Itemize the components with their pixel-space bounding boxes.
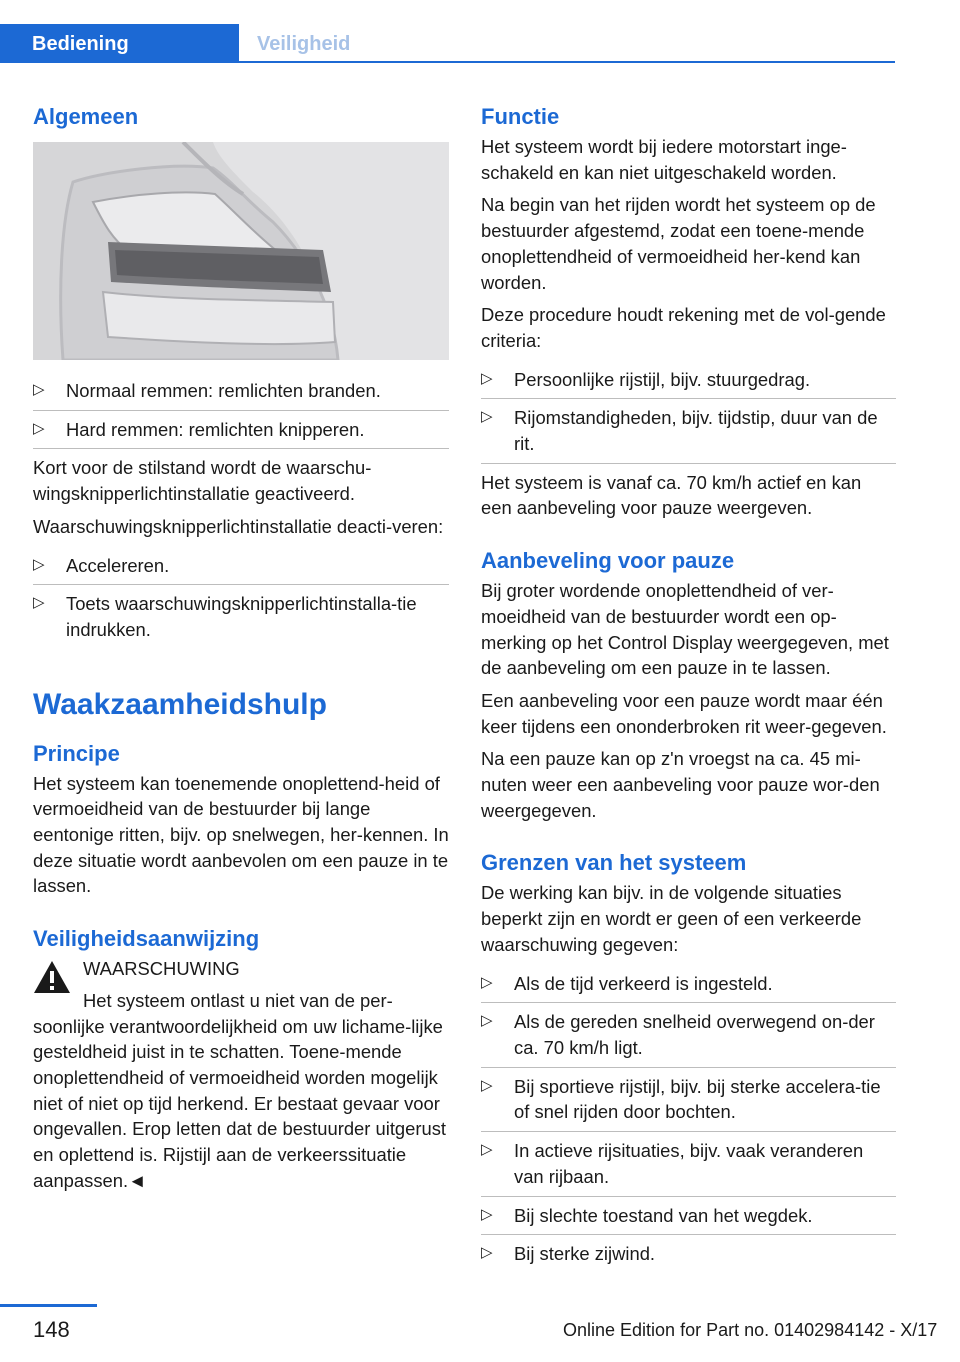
tab-bediening[interactable]: Bediening	[0, 24, 239, 62]
paragraph: Na een pauze kan op z'n vroegst na ca. 45 mi-nuten weer een aanbeveling voor pauze wor-den weergegeven.	[481, 748, 880, 821]
deactivate-list	[33, 547, 449, 649]
brake-light-list	[33, 372, 449, 449]
list-item: ▷ Bij sterke zijwind.	[481, 1235, 896, 1273]
tail-light-image	[33, 142, 449, 360]
list-item: ▷ Als de tijd verkeerd is ingesteld.	[481, 965, 896, 1004]
triangle-bullet-icon: ▷	[33, 594, 45, 612]
tail-light-illustration	[33, 142, 449, 360]
heading-grenzen: Grenzen van het systeem	[481, 850, 747, 876]
list-item: ▷ Als de gereden snelheid overwegend on-der ca. 70 km/h ligt.	[481, 1003, 896, 1067]
triangle-bullet-icon: ▷	[33, 419, 45, 437]
paragraph: Kort voor de stilstand wordt de waarschu-wingsknipperlichtinstallatie geactiveerd.	[33, 457, 372, 505]
paragraph: De werking kan bijv. in de volgende situaties beperkt zijn en wordt er geen of een verkeerde waarschuwing gegeven:	[481, 882, 862, 955]
list-item: ▷ Rijomstandigheden, bijv. tijdstip, duur van de rit.	[481, 399, 896, 463]
page-number: 148	[33, 1317, 70, 1342]
triangle-bullet-icon: ▷	[481, 973, 493, 991]
chapter-tabs	[0, 24, 895, 62]
limits-list	[481, 965, 896, 1273]
triangle-bullet-icon: ▷	[481, 1076, 493, 1094]
list-item: ▷ Bij slechte toestand van het wegdek.	[481, 1197, 896, 1236]
triangle-bullet-icon: ▷	[481, 1012, 493, 1030]
triangle-bullet-icon: ▷	[481, 1141, 493, 1159]
footer-rule	[0, 1304, 97, 1307]
list-item: ▷ Bij sportieve rijstijl, bijv. bij sterke accelera-tie of snel rijden door bochten.	[481, 1068, 896, 1132]
list-item: ▷ Normaal remmen: remlichten branden.	[33, 372, 449, 411]
paragraph: Een aanbeveling voor een pauze wordt maar één keer tijdens een ononderbroken rit weer-gegeven.	[481, 689, 887, 737]
triangle-bullet-icon: ▷	[481, 369, 493, 387]
tab-veiligheid[interactable]: Veiligheid	[257, 33, 351, 55]
paragraph: Na begin van het rijden wordt het systeem op de bestuurder afgestemd, zodat een toene-mende onoplettendheid of vermoeidheid her-kend kan worden.	[481, 194, 876, 293]
paragraph: Deze procedure houdt rekening met de vol-gende criteria:	[481, 304, 886, 351]
list-item: ▷ Toets waarschuwingsknipperlichtinstalla-tie indrukken.	[33, 585, 449, 648]
triangle-bullet-icon: ▷	[481, 1205, 493, 1223]
list-item: ▷ Hard remmen: remlichten knipperen.	[33, 411, 449, 450]
heading-principe: Principe	[33, 740, 120, 766]
heading-algemeen: Algemeen	[33, 104, 139, 129]
right-column	[481, 98, 896, 1279]
left-column	[33, 98, 449, 1193]
warning-triangle-icon	[33, 960, 71, 994]
heading-veiligheidsaanwijzing: Veiligheidsaanwijzing	[33, 926, 260, 952]
criteria-list	[481, 361, 896, 464]
triangle-bullet-icon: ▷	[33, 381, 45, 398]
triangle-bullet-icon: ▷	[481, 408, 493, 426]
heading-aanbeveling: Aanbeveling voor pauze	[481, 548, 735, 574]
paragraph: Bij groter wordende onoplettendheid of ver-moeidheid van de bestuurder wordt een op-merking op het Control Display weergegeven, met de aanbeveling om een pauze in te lassen.	[481, 580, 889, 679]
warning-block	[33, 956, 449, 1193]
paragraph: Waarschuwingsknipperlichtinstallatie deacti-veren:	[33, 515, 444, 537]
list-item: ▷ Accelereren.	[33, 547, 449, 586]
section-title-waakzaamheidshulp: Waakzaamheidshulp	[33, 687, 327, 721]
paragraph: Het systeem wordt bij iedere motorstart inge-schakeld en kan niet uitgeschakeld worden.	[481, 136, 847, 183]
paragraph: Het systeem kan toenemende onoplettend-heid of vermoeidheid van de bestuurder bij lange eentonige ritten, bijv. op snelwegen, her-kennen. In deze situatie wordt aanbevolen om een pauze in te lassen.	[33, 772, 449, 897]
list-item: ▷ Persoonlijke rijstijl, bijv. stuurgedrag.	[481, 361, 896, 400]
warning-text: Het systeem ontlast u niet van de per-soonlijke verantwoordelijkheid om uw lichame-lijke gesteldheid juist in te schatten. Toene-mende onoplettendheid of vermoeidheid worden mogelijk niet of niet op tijd herkend. Er bestaat gevaar voor ongevallen. Erop letten dat de bestuurder uitgerust en oplettend is. Rijstijl aan de verkeerssituatie aanpassen.◄	[33, 989, 447, 1191]
triangle-bullet-icon: ▷	[33, 555, 45, 573]
warning-head: WAARSCHUWING	[83, 958, 240, 980]
edition-note: Online Edition for Part no. 01402984142 - X/17	[563, 1320, 938, 1340]
paragraph: Het systeem is vanaf ca. 70 km/h actief en kan een aanbeveling voor pauze weergeven.	[481, 471, 862, 519]
heading-functie: Functie	[481, 104, 560, 129]
triangle-bullet-icon: ▷	[481, 1244, 493, 1262]
list-item: ▷ In actieve rijsituaties, bijv. vaak veranderen van rijbaan.	[481, 1132, 896, 1196]
